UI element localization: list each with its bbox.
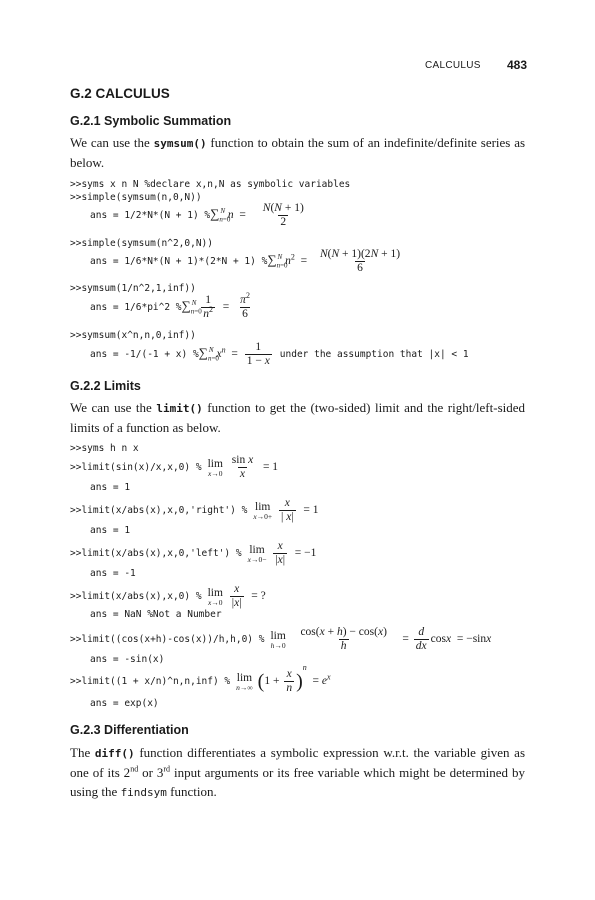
code-line: >>syms x n N %declare x,n,N as symbolic variables bbox=[70, 179, 351, 190]
para-text: input arguments or its free variable which might be determined by using the bbox=[70, 765, 525, 799]
code-answer: ans = 1/6*N*(N + 1)*(2*N + 1) % bbox=[90, 256, 268, 267]
code-line: >>limit((cos(x+h)-cos(x))/h,h,0) % bbox=[70, 634, 265, 645]
para-text: The bbox=[70, 745, 91, 760]
differentiation-paragraph bbox=[70, 743, 525, 802]
para-text: We can use the bbox=[70, 135, 150, 150]
equation: lim h→0 $\frac{\cos(x + h) - \cos(x)}{h}$ = $\frac{d}{dx}$ cosx = −sinx bbox=[270, 626, 492, 652]
result-line bbox=[90, 202, 308, 229]
code-answer: ans = -sin(x) bbox=[90, 654, 165, 665]
limit-line bbox=[70, 497, 319, 524]
code-answer: ans = 1 bbox=[90, 482, 131, 493]
page-number: 483 bbox=[507, 58, 528, 72]
code-comment: under the assumption that |x| < 1 bbox=[279, 349, 469, 360]
equation: lim x→0− $\frac{x}{|x|}$ = −1 bbox=[247, 540, 317, 566]
code-line: >>simple(symsum(n,0,N)) bbox=[70, 192, 202, 203]
inline-code-symsum: symsum() bbox=[153, 137, 207, 150]
subsection-differentiation-heading: G.2.3 Differentiation bbox=[70, 723, 189, 737]
limit-line bbox=[70, 663, 331, 695]
code-answer: ans = -1/(-1 + x) % bbox=[90, 349, 199, 360]
summation-paragraph bbox=[70, 133, 525, 172]
inline-code-limit: limit() bbox=[156, 402, 203, 415]
code-answer: ans = -1 bbox=[90, 568, 136, 579]
code-line: >>symsum(1/n^2,1,inf)) bbox=[70, 283, 196, 294]
limit-line bbox=[70, 583, 266, 610]
limit-line bbox=[70, 540, 316, 567]
code-line: >>symsum(x^n,n,0,inf)) bbox=[70, 330, 196, 341]
equation: $\sum_{n=0}^N$ n = $\frac{N(N + 1)}{2}$ bbox=[210, 202, 304, 228]
result-line bbox=[90, 291, 254, 321]
result-line bbox=[90, 248, 404, 275]
limit-line bbox=[70, 454, 278, 481]
result-line bbox=[90, 341, 469, 368]
code-line: >>simple(symsum(n^2,0,N)) bbox=[70, 238, 213, 249]
code-line: >>limit(x/abs(x),x,0) % bbox=[70, 591, 202, 602]
code-answer: ans = 1/2*N*(N + 1) % bbox=[90, 210, 211, 221]
section-title: G.2 CALCULUS bbox=[70, 86, 170, 101]
code-line: >>limit(sin(x)/x,x,0) % bbox=[70, 462, 202, 473]
equation: $\sum_{n=0}^N$ $n^2$ = $\frac{N(N + 1)(2N + 1)}{6}$ bbox=[267, 248, 401, 274]
equation: lim x→0+ $\frac{x}{| x|}$ = 1 bbox=[253, 497, 319, 523]
para-text: We can use the bbox=[70, 400, 152, 415]
para-text: function to obtain the sum of an indefinite/definite series as below. bbox=[70, 135, 526, 170]
superscript: nd bbox=[130, 764, 139, 774]
code-line: >>limit(x/abs(x),x,0,'right') % bbox=[70, 505, 248, 516]
superscript: rd bbox=[163, 764, 171, 774]
equation: $\sum_{n=0}^N$ $\frac{1}{n^2}$ = $\frac{\pi^2}{6}$ bbox=[181, 291, 250, 320]
subsection-limits-heading: G.2.2 Limits bbox=[70, 379, 141, 393]
equation: lim x→0 $\frac{\text{sin x}}{x}$ = 1 bbox=[207, 454, 279, 480]
subsection-summation-heading: G.2.1 Symbolic Summation bbox=[70, 114, 232, 128]
para-text: or 3 bbox=[142, 765, 164, 780]
equation: lim n→∞ (1 + $\frac{x}{n}$ )$^n = e^x$ bbox=[236, 663, 331, 694]
para-text: function differentiates a symbolic expression w.r.t. the variable given as one of its 2 bbox=[70, 745, 526, 780]
code-line: >>limit((1 + x/n)^n,n,inf) % bbox=[70, 676, 231, 687]
code-line: >>syms h n x bbox=[70, 443, 139, 454]
code-answer: ans = exp(x) bbox=[90, 698, 159, 709]
equation: lim x→0 $\frac{x}{|x|}$ = ? bbox=[207, 583, 266, 609]
limit-line bbox=[70, 626, 491, 653]
equation: $\sum_{n=0}^N$ $x^n$ = $\frac{1}{1 - x}$ bbox=[198, 341, 270, 367]
para-text: function. bbox=[170, 784, 217, 799]
code-line: >>limit(x/abs(x),x,0,'left') % bbox=[70, 548, 242, 559]
code-answer: ans = 1/6*pi^2 % bbox=[90, 302, 182, 313]
para-text: function to get the (two-sided) limit and the right/left-sided limits of a function as below. bbox=[70, 400, 526, 435]
inline-code-diff: diff() bbox=[94, 747, 135, 760]
running-title: CALCULUS bbox=[425, 60, 481, 71]
limits-paragraph bbox=[70, 398, 525, 437]
code-answer: ans = NaN %Not a Number bbox=[90, 609, 222, 620]
inline-code-findsym: findsym bbox=[120, 786, 167, 799]
code-answer: ans = 1 bbox=[90, 525, 131, 536]
